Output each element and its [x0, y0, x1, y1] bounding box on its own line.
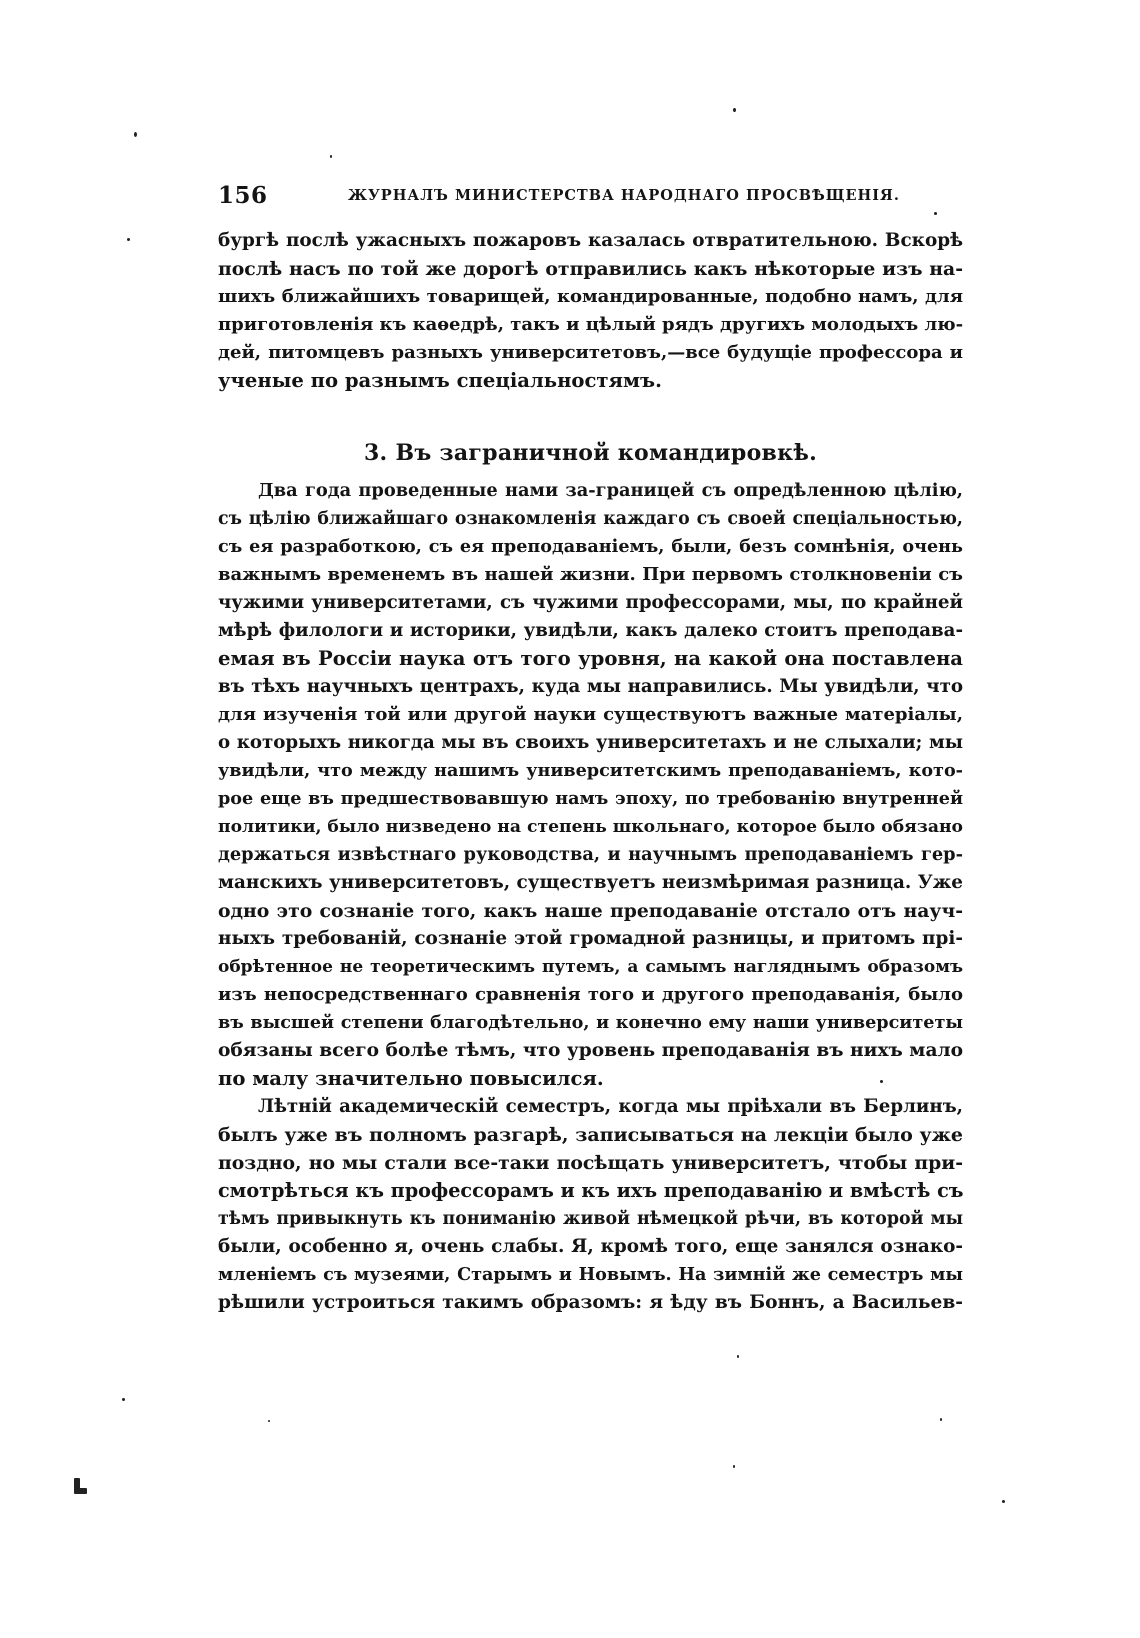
- text-line: рое еще въ предшествовавшую намъ эпоху, по требованію внутренней: [218, 788, 963, 809]
- scan-speck: [268, 1420, 270, 1422]
- scan-speck: [880, 1080, 883, 1083]
- text-line: шихъ ближайшихъ товарищей, командированные, подобно намъ, для: [218, 286, 963, 307]
- running-title: ЖУРНАЛЪ МИНИСТЕРСТВА НАРОДНАГО ПРОСВѢЩЕНІЯ.: [348, 187, 900, 204]
- text-line: рѣшили устроиться такимъ образомъ: я ѣду въ Боннъ, а Васильев-: [218, 1292, 963, 1313]
- text-line: Два года проведенные нами за-границей съ опредѣленною цѣлію,: [258, 480, 963, 501]
- text-line: приготовленія къ каѳедрѣ, такъ и цѣлый рядъ другихъ молодыхъ лю-: [218, 314, 964, 335]
- text-line: одно это сознаніе того, какъ наше преподаваніе отстало отъ науч-: [218, 900, 963, 922]
- text-line: мѣрѣ филологи и историки, увидѣли, какъ далеко стоитъ преподава-: [218, 620, 963, 641]
- text-line: Лѣтній академическій семестръ, когда мы пріѣхали въ Берлинъ,: [258, 1096, 963, 1117]
- section-title: 3. Въ заграничной командировкѣ.: [363, 440, 818, 466]
- text-line: съ ея разработкою, съ ея преподаваніемъ, были, безъ сомнѣнія, очень: [218, 536, 963, 557]
- text-line: манскихъ университетовъ, существуетъ неизмѣримая разница. Уже: [218, 872, 963, 893]
- page-header: [218, 182, 963, 214]
- text-line: по малу значительно повысился.: [218, 1067, 604, 1090]
- text-line: тѣмъ привыкнуть къ пониманію живой нѣмецкой рѣчи, въ которой мы: [218, 1209, 963, 1229]
- text-line: держаться извѣстнаго руководства, и научнымъ преподаваніемъ гер-: [218, 844, 963, 865]
- scan-speck: [733, 1465, 735, 1468]
- text-line: политики, было низведено на степень школьнаго, которое было обязано: [218, 817, 964, 837]
- text-line: ныхъ требованій, сознаніе этой громадной разницы, и притомъ прі-: [218, 928, 963, 949]
- text-line: въ высшей степени благодѣтельно, и конечно ему наши университеты: [218, 1012, 963, 1033]
- scan-speck: [330, 155, 332, 158]
- text-line: въ тѣхъ научныхъ центрахъ, куда мы направились. Мы увидѣли, что: [218, 676, 963, 697]
- text-line: мленіемъ съ музеями, Старымъ и Новымъ. На зимній же семестръ мы: [218, 1264, 963, 1285]
- scan-speck: [78, 1488, 87, 1494]
- scan-speck: [940, 1418, 942, 1421]
- text-line: о которыхъ никогда мы въ своихъ университетахъ и не слыхали; мы: [218, 732, 963, 753]
- scan-speck: [134, 132, 137, 137]
- scan-speck: [1002, 1500, 1005, 1503]
- text-line: послѣ насъ по той же дорогѣ отправились какъ нѣкоторые изъ на-: [218, 258, 963, 280]
- text-line: дей, питомцевъ разныхъ университетовъ,—все будущіе профессора и: [218, 342, 963, 363]
- text-line: были, особенно я, очень слабы. Я, кромѣ того, еще занялся ознако-: [218, 1236, 963, 1257]
- text-line: для изученія той или другой науки существуютъ важные матеріалы,: [218, 704, 963, 725]
- text-line: поздно, но мы стали все-таки посѣщать университетъ, чтобы при-: [218, 1152, 963, 1174]
- scan-speck: [733, 108, 736, 112]
- scan-speck: [737, 1355, 739, 1358]
- text-line: емая въ Россіи наука отъ того уровня, на какой она поставлена: [218, 647, 963, 670]
- text-line: бургѣ послѣ ужасныхъ пожаровъ казалась отвратительною. Вскорѣ: [218, 230, 963, 251]
- text-line: изъ непосредственнаго сравненія того и другого преподаванія, было: [218, 984, 963, 1005]
- scan-speck: [934, 212, 937, 215]
- page-number: 156: [218, 182, 268, 209]
- text-line: обрѣтенное не теоретическимъ путемъ, а самымъ нагляднымъ образомъ: [218, 957, 963, 977]
- text-line: смотрѣться къ профессорамъ и къ ихъ преподаванію и вмѣстѣ съ: [218, 1179, 964, 1202]
- scan-speck: [127, 238, 130, 241]
- text-line: увидѣли, что между нашимъ университетскимъ преподаваніемъ, кото-: [218, 760, 963, 781]
- text-line: важнымъ временемъ въ нашей жизни. При первомъ столкновеніи съ: [218, 564, 963, 585]
- text-line: былъ уже въ полномъ разгарѣ, записываться на лекціи было уже: [218, 1124, 963, 1146]
- text-line: съ цѣлію ближайшаго ознакомленія каждаго съ своей спеціальностью,: [218, 509, 963, 529]
- text-line: ученые по разнымъ спеціальностямъ.: [218, 369, 662, 392]
- text-line: чужими университетами, съ чужими профессорами, мы, по крайней: [218, 592, 963, 613]
- text-line: обязаны всего болѣе тѣмъ, что уровень преподаванія въ нихъ мало: [218, 1040, 963, 1061]
- scan-speck: [122, 1398, 125, 1401]
